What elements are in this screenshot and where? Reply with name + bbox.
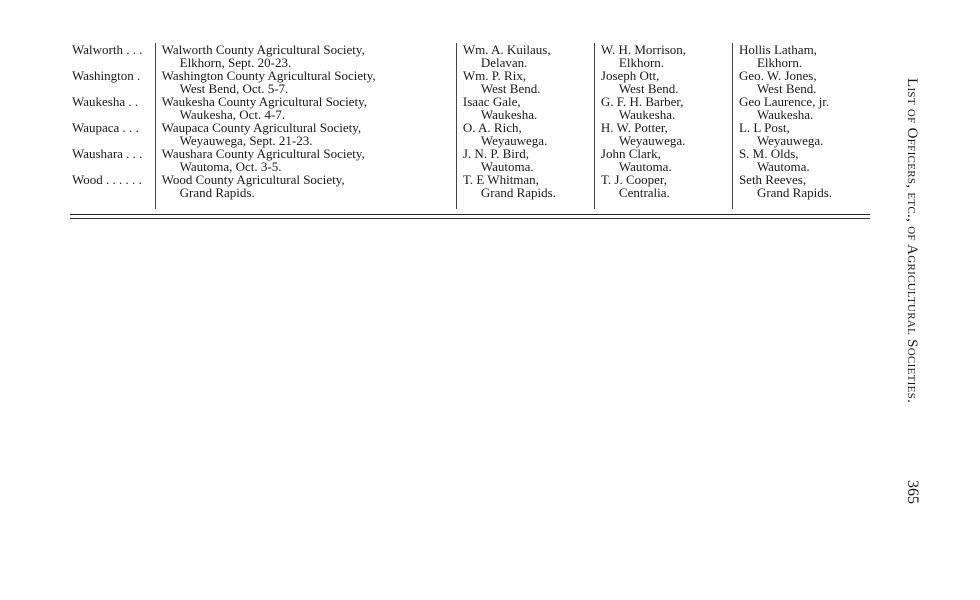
- county-name: Walworth . . .: [72, 42, 143, 57]
- officer-cell: [594, 147, 732, 173]
- running-head: List of Officers, etc., of Agricultural Societies.: [904, 78, 920, 404]
- society-cell: [155, 173, 456, 209]
- officer-place: West Bend.: [618, 81, 679, 96]
- table-bottom-rule: [70, 214, 870, 215]
- table-row: [70, 69, 870, 95]
- officer-name: W. H. Morrison,: [600, 42, 687, 57]
- county-name: Waushara . . .: [72, 146, 143, 161]
- officer-place: Wautoma.: [618, 159, 672, 174]
- table-row: [70, 95, 870, 121]
- officer-cell: [594, 121, 732, 147]
- officer-cell: [456, 69, 594, 95]
- officer-name: T. J. Cooper,: [600, 172, 667, 187]
- officer-cell: [456, 121, 594, 147]
- officer-name: H. W. Potter,: [600, 120, 668, 135]
- officer-cell: [594, 173, 732, 209]
- officer-cell: [456, 173, 594, 209]
- society-detail: West Bend, Oct. 5-7.: [179, 81, 289, 96]
- officer-place: Weyauwega.: [618, 133, 686, 148]
- officer-name: G. F. H. Barber,: [600, 94, 684, 109]
- officers-table-body: [70, 43, 870, 209]
- officer-cell: [594, 69, 732, 95]
- page-number: 365: [904, 480, 921, 504]
- officer-place: Waukesha.: [618, 107, 676, 122]
- officer-cell: [456, 147, 594, 173]
- society-name: Washington County Agricultural Society,: [161, 68, 376, 83]
- officer-name: S. M. Olds,: [738, 146, 799, 161]
- officer-place: Wautoma.: [756, 159, 810, 174]
- society-name: Waushara County Agricultural Society,: [161, 146, 365, 161]
- society-name: Wood County Agricultural Society,: [161, 172, 345, 187]
- officers-table: [70, 43, 870, 209]
- society-detail: Elkhorn, Sept. 20-23.: [179, 55, 292, 70]
- county-cell: [70, 95, 155, 121]
- society-cell: [155, 147, 456, 173]
- county-cell: [70, 147, 155, 173]
- county-cell: [70, 69, 155, 95]
- officer-cell: [732, 95, 870, 121]
- society-name: Waupaca County Agricultural Society,: [161, 120, 362, 135]
- officer-place: Waukesha.: [480, 107, 538, 122]
- table-row: [70, 173, 870, 209]
- officer-cell: [732, 121, 870, 147]
- officer-cell: [732, 173, 870, 209]
- officer-place: Elkhorn.: [618, 55, 665, 70]
- society-cell: [155, 43, 456, 69]
- table-bottom-rule-thin: [70, 218, 870, 219]
- officer-cell: [732, 69, 870, 95]
- officer-place: Elkhorn.: [756, 55, 803, 70]
- table-row: [70, 121, 870, 147]
- officer-place: Delavan.: [480, 55, 528, 70]
- officer-place: Centralia.: [618, 185, 670, 200]
- officer-place: Grand Rapids.: [756, 185, 833, 200]
- officer-name: John Clark,: [600, 146, 661, 161]
- table-row: [70, 147, 870, 173]
- officer-name: Seth Reeves,: [738, 172, 807, 187]
- officer-name: O. A. Rich,: [462, 120, 522, 135]
- society-cell: [155, 69, 456, 95]
- society-cell: [155, 95, 456, 121]
- officer-cell: [594, 43, 732, 69]
- officer-cell: [594, 95, 732, 121]
- county-name: Washington .: [72, 68, 141, 83]
- officer-cell: [456, 95, 594, 121]
- society-name: Waukesha County Agricultural Society,: [161, 94, 367, 109]
- officer-name: Geo. W. Jones,: [738, 68, 817, 83]
- officer-place: West Bend.: [480, 81, 541, 96]
- officer-name: L. L Post,: [738, 120, 790, 135]
- officer-place: West Bend.: [756, 81, 817, 96]
- officer-name: Isaac Gale,: [462, 94, 521, 109]
- officer-name: Hollis Latham,: [738, 42, 817, 57]
- officer-place: Weyauwega.: [756, 133, 824, 148]
- table-row: [70, 43, 870, 69]
- county-cell: [70, 121, 155, 147]
- officer-name: Wm. A. Kuilaus,: [462, 42, 551, 57]
- officer-name: Geo Laurence, jr.: [738, 94, 830, 109]
- society-detail: Grand Rapids.: [179, 185, 255, 200]
- county-cell: [70, 43, 155, 69]
- society-name: Walworth County Agricultural Society,: [161, 42, 365, 57]
- officer-cell: [456, 43, 594, 69]
- society-detail: Weyauwega, Sept. 21-23.: [179, 133, 313, 148]
- society-detail: Waukesha, Oct. 4-7.: [179, 107, 286, 122]
- officer-cell: [732, 147, 870, 173]
- county-name: Waukesha . .: [72, 94, 139, 109]
- officer-cell: [732, 43, 870, 69]
- county-cell: [70, 173, 155, 209]
- officer-name: J. N. P. Bird,: [462, 146, 529, 161]
- officer-name: Wm. P. Rix,: [462, 68, 527, 83]
- society-cell: [155, 121, 456, 147]
- officer-name: T. E Whitman,: [462, 172, 539, 187]
- officer-place: Wautoma.: [480, 159, 534, 174]
- county-name: Waupaca . . .: [72, 120, 139, 135]
- officer-place: Waukesha.: [756, 107, 814, 122]
- officer-name: Joseph Ott,: [600, 68, 660, 83]
- society-detail: Wautoma, Oct. 3-5.: [179, 159, 282, 174]
- officer-place: Weyauwega.: [480, 133, 548, 148]
- county-name: Wood . . . . . .: [72, 172, 142, 187]
- officer-place: Grand Rapids.: [480, 185, 556, 200]
